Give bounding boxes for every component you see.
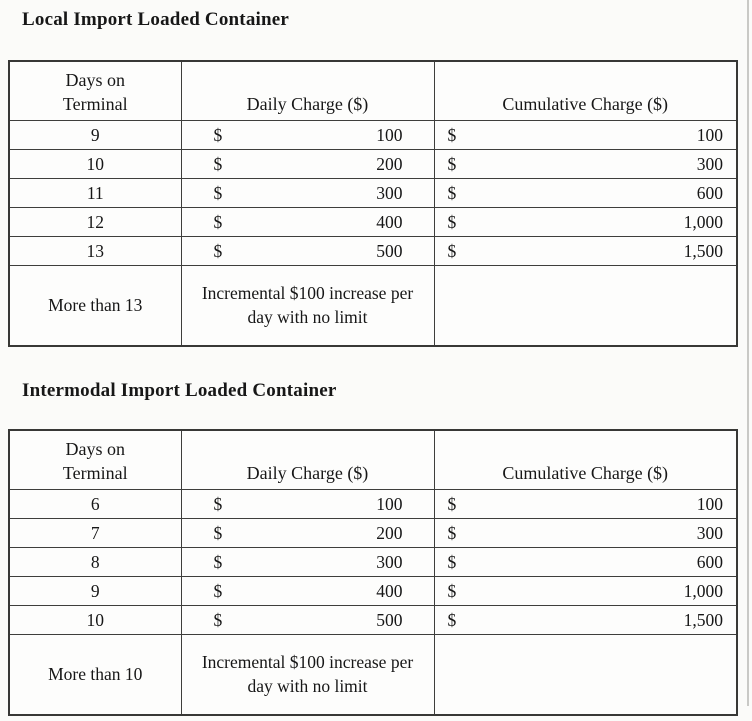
cumulative-charge-cell: [434, 490, 737, 519]
daily-charge-cell: [181, 490, 434, 519]
section-title-local: Local Import Loaded Container: [22, 9, 290, 30]
table-row: [9, 519, 737, 548]
table-row: [9, 237, 737, 266]
dollar-sign: $: [213, 240, 223, 261]
dollar-sign: $: [447, 580, 457, 601]
cumulative-charge-cell: [434, 606, 737, 635]
daily-amount: 100: [376, 493, 403, 514]
cumulative-charge-cell: [434, 548, 737, 577]
cumulative-amount: 1,500: [683, 609, 723, 630]
dollar-sign: $: [213, 182, 223, 203]
days-cell: 7: [9, 519, 181, 548]
days-cell: 13: [9, 237, 181, 266]
column-header-cumulative-charge: Cumulative Charge ($): [434, 430, 737, 490]
intermodal-rate-table: [8, 429, 738, 716]
incremental-note-cell: [181, 635, 434, 716]
cumulative-charge-cell: [434, 237, 737, 266]
table-row: [9, 150, 737, 179]
cumulative-amount: 1,000: [683, 580, 723, 601]
dollar-sign: $: [447, 182, 457, 203]
column-header-daily-charge: Daily Charge ($): [181, 430, 434, 490]
days-header-line2: Terminal: [62, 94, 128, 114]
daily-charge-cell: [181, 519, 434, 548]
dollar-sign: $: [447, 211, 457, 232]
section-title-intermodal: Intermodal Import Loaded Container: [22, 380, 337, 401]
days-cell: More than 10: [9, 635, 181, 716]
daily-amount: 200: [376, 153, 403, 174]
cumulative-amount: 100: [696, 493, 723, 514]
daily-charge-cell: [181, 237, 434, 266]
days-header-line1: Days on: [65, 439, 125, 459]
empty-cumulative-cell: [434, 266, 737, 347]
cumulative-amount: 1,000: [683, 211, 723, 232]
days-cell: 12: [9, 208, 181, 237]
incremental-note: Incremental $100 increase per day with no limit: [201, 283, 414, 327]
dollar-sign: $: [213, 609, 223, 630]
table-row: [9, 179, 737, 208]
column-header-cumulative-charge: Cumulative Charge ($): [434, 61, 737, 121]
days-cell: 10: [9, 606, 181, 635]
header-row: [9, 430, 737, 490]
cumulative-amount: 300: [696, 522, 723, 543]
dollar-sign: $: [447, 124, 457, 145]
column-header-days: [9, 61, 181, 121]
daily-charge-cell: [181, 150, 434, 179]
table-row: [9, 208, 737, 237]
dollar-sign: $: [447, 240, 457, 261]
days-cell: 10: [9, 150, 181, 179]
daily-charge-cell: [181, 208, 434, 237]
overflow-row: [9, 635, 737, 716]
cumulative-amount: 100: [696, 124, 723, 145]
table-row: [9, 490, 737, 519]
table-row: [9, 548, 737, 577]
dollar-sign: $: [213, 522, 223, 543]
column-header-days: [9, 430, 181, 490]
incremental-note-cell: [181, 266, 434, 347]
cumulative-charge-cell: [434, 179, 737, 208]
daily-charge-cell: [181, 606, 434, 635]
dollar-sign: $: [447, 609, 457, 630]
dollar-sign: $: [447, 551, 457, 572]
daily-amount: 200: [376, 522, 403, 543]
dollar-sign: $: [213, 153, 223, 174]
local-rate-table: [8, 60, 738, 347]
cumulative-charge-cell: [434, 150, 737, 179]
daily-charge-cell: [181, 121, 434, 150]
daily-amount: 500: [376, 240, 403, 261]
cumulative-charge-cell: [434, 121, 737, 150]
days-cell: 9: [9, 577, 181, 606]
cumulative-charge-cell: [434, 208, 737, 237]
dollar-sign: $: [213, 124, 223, 145]
table-row: [9, 606, 737, 635]
overflow-row: [9, 266, 737, 347]
dollar-sign: $: [447, 522, 457, 543]
daily-amount: 300: [376, 182, 403, 203]
dollar-sign: $: [447, 493, 457, 514]
dollar-sign: $: [213, 211, 223, 232]
days-header-line1: Days on: [65, 70, 125, 90]
days-cell: More than 13: [9, 266, 181, 347]
daily-charge-cell: [181, 179, 434, 208]
daily-charge-cell: [181, 577, 434, 606]
daily-amount: 100: [376, 124, 403, 145]
empty-cumulative-cell: [434, 635, 737, 716]
scan-page-edge-line: [747, 0, 749, 706]
daily-amount: 400: [376, 580, 403, 601]
days-cell: 6: [9, 490, 181, 519]
days-header-line2: Terminal: [62, 463, 128, 483]
daily-amount: 300: [376, 551, 403, 572]
dollar-sign: $: [447, 153, 457, 174]
cumulative-amount: 1,500: [683, 240, 723, 261]
days-cell: 8: [9, 548, 181, 577]
cumulative-charge-cell: [434, 519, 737, 548]
dollar-sign: $: [213, 580, 223, 601]
dollar-sign: $: [213, 551, 223, 572]
daily-amount: 400: [376, 211, 403, 232]
dollar-sign: $: [213, 493, 223, 514]
daily-charge-cell: [181, 548, 434, 577]
table-row: [9, 121, 737, 150]
header-row: [9, 61, 737, 121]
days-cell: 9: [9, 121, 181, 150]
table-row: [9, 577, 737, 606]
column-header-daily-charge: Daily Charge ($): [181, 61, 434, 121]
days-cell: 11: [9, 179, 181, 208]
incremental-note: Incremental $100 increase per day with no limit: [201, 652, 414, 696]
cumulative-charge-cell: [434, 577, 737, 606]
cumulative-amount: 300: [696, 153, 723, 174]
cumulative-amount: 600: [696, 182, 723, 203]
cumulative-amount: 600: [696, 551, 723, 572]
daily-amount: 500: [376, 609, 403, 630]
